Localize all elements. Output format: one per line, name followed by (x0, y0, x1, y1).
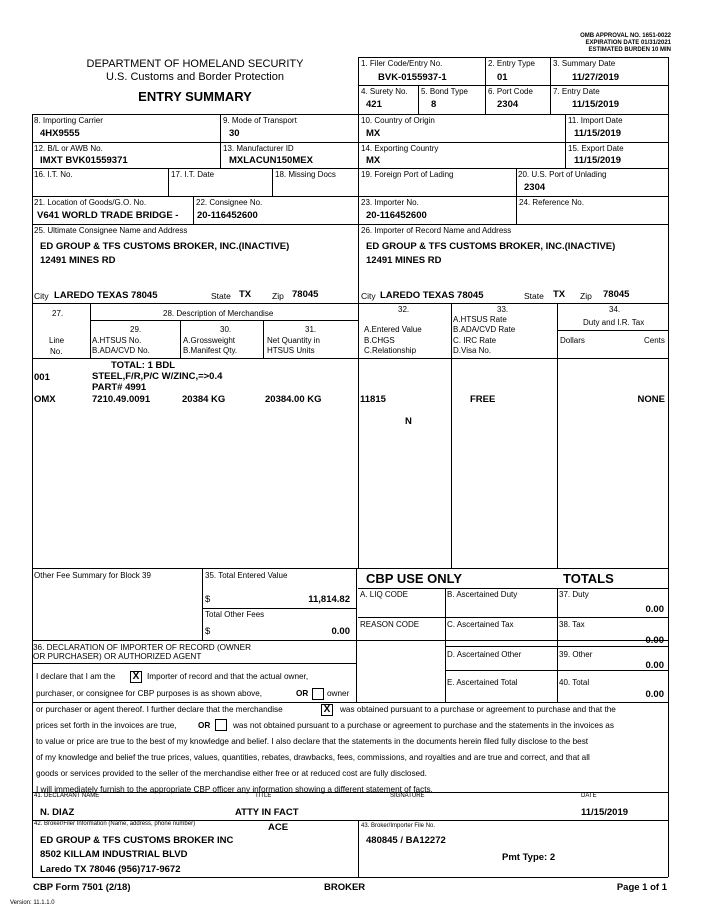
col-33c-irc-rate: C. IRC Rate (453, 336, 497, 345)
item-net-quantity: 20384.00 KG (265, 394, 322, 405)
other-fee-summary-label: Other Fee Summary for Block 39 (34, 571, 151, 580)
col-34-duty-tax: Duty and I.R. Tax (583, 318, 645, 327)
broker-file-no-label: 43. Broker/Importer File No. (361, 823, 436, 829)
importer-of-record-label: 26. Importer of Record Name and Address (361, 226, 512, 235)
consignee-no-label: 22. Consignee No. (196, 198, 263, 207)
col-32-number: 32. (398, 305, 410, 314)
entry-type-label: 2. Entry Type (488, 59, 535, 68)
obtained-purchase-checkbox[interactable]: X (321, 704, 333, 716)
form-title: ENTRY SUMMARY (138, 89, 252, 104)
col-30b-manifest: B.Manifest Qty. (183, 346, 238, 355)
country-of-origin-value: MX (366, 128, 381, 139)
surety-no-value: 421 (366, 99, 382, 110)
importer-zip: 78045 (603, 289, 630, 300)
decl-line-2b: OR (296, 689, 309, 698)
col-33-number: 33. (497, 305, 509, 314)
broker-name: ED GROUP & TFS CUSTOMS BROKER INC (40, 835, 234, 846)
consignee-state: TX (239, 289, 252, 300)
agency-name: U.S. Customs and Border Protection (106, 71, 284, 83)
decl-line-2a: purchaser, or consignee for CBP purposes is as shown above, (36, 689, 263, 698)
manufacturer-id-label: 13. Manufacturer ID (223, 144, 294, 153)
import-date-value: 11/15/2019 (574, 128, 622, 139)
export-date-label: 15. Export Date (568, 144, 624, 153)
importer-of-record-checkbox[interactable]: X (130, 671, 142, 683)
broker-ace-code: ACE (268, 822, 289, 833)
item-htsus-rate: FREE (470, 394, 496, 405)
item-total: TOTAL: 1 BDL (111, 360, 176, 371)
col-31a-net-quantity: Net Quantity in (267, 336, 320, 345)
owner-checkbox[interactable] (312, 688, 324, 700)
col-27-number: 27. (52, 309, 64, 318)
missing-docs-label: 18. Missing Docs (275, 170, 336, 179)
bl-awb-label: 12. B/L or AWB No. (34, 144, 103, 153)
col-29b-adacvd: B.ADA/CVD No. (92, 346, 150, 355)
decl-line-1b: Importer of record and that the actual owner, (147, 672, 309, 681)
importer-of-record-address: 12491 MINES RD (366, 255, 442, 266)
total-entered-value-currency: $ (205, 594, 211, 605)
exporting-country-label: 14. Exporting Country (361, 144, 439, 153)
ascertained-tax-label: C. Ascertained Tax (447, 620, 514, 629)
omb-number: OMB APPROVAL NO. 1651-0022 (580, 33, 671, 39)
filer-code-label: 1. Filer Code/Entry No. (361, 59, 443, 68)
page-number: Page 1 of 1 (616, 882, 667, 893)
declaration-heading-2: OR PURCHASER) OR AUTHORIZED AGENT (33, 652, 202, 661)
decl-line-2c: owner (327, 689, 350, 698)
total-other-label: 39. Other (559, 650, 593, 659)
us-port-label: 20. U.S. Port of Unlading (518, 170, 607, 179)
decl-line-3b: was obtained pursuant to a purchase or agreement to purchase and that the (340, 705, 616, 714)
importer-city-label: City (361, 291, 376, 301)
ultimate-consignee-name: ED GROUP & TFS CUSTOMS BROKER, INC.(INACTIVE) (40, 241, 290, 252)
col-28-description-header: 28. Description of Merchandise (163, 309, 274, 318)
declaration-date: 11/15/2019 (581, 807, 629, 818)
col-29a-htsus: A.HTSUS No. (92, 336, 142, 345)
entry-date-value: 11/15/2019 (572, 99, 620, 110)
surety-no-label: 4. Surety No. (361, 87, 408, 96)
us-port-value: 2304 (524, 182, 546, 193)
import-date-label: 11. Import Date (568, 116, 623, 125)
entry-date-label: 7. Entry Date (553, 87, 600, 96)
omb-approval (580, 33, 671, 54)
copy-type: BROKER (324, 882, 366, 893)
filer-code-value: BVK-0155937-1 (378, 72, 447, 83)
totals-title: TOTALS (563, 571, 614, 586)
total-entered-value-label: 35. Total Entered Value (205, 571, 288, 580)
consignee-zip-label: Zip (272, 291, 284, 301)
col-33d-visa: D.Visa No. (453, 346, 492, 355)
consignee-zip: 78045 (292, 289, 319, 300)
importing-carrier-value: 4HX9555 (40, 128, 80, 139)
item-relationship: N (405, 416, 412, 427)
ascertained-other-label: D. Ascertained Other (447, 650, 522, 659)
broker-info-label: 42. Broker/Filer Information (Name, address, phone number) (34, 821, 196, 827)
col-32c-relationship: C.Relationship (364, 346, 417, 355)
importer-state: TX (553, 289, 566, 300)
ultimate-consignee-label: 25. Ultimate Consignee Name and Address (34, 226, 188, 235)
export-date-value: 11/15/2019 (574, 155, 622, 166)
reference-no-label: 24. Reference No. (519, 198, 584, 207)
col-line-label: Line (49, 336, 65, 345)
col-dollars: Dollars (560, 336, 585, 345)
broker-city-phone: Laredo TX 78046 (956)717-9672 (40, 864, 181, 875)
total-other-fees-label: Total Other Fees (205, 610, 265, 619)
reason-code-label: REASON CODE (360, 620, 420, 629)
broker-address: 8502 KILLAM INDUSTRIAL BLVD (40, 849, 188, 860)
location-of-goods-label: 21. Location of Goods/G.O. No. (34, 198, 147, 207)
declarant-title-label: TITLE (255, 793, 272, 799)
ascertained-total-label: E. Ascertained Total (447, 678, 518, 687)
omb-burden: ESTIMATED BURDEN 10 MIN (588, 47, 671, 53)
item-origin: OMX (34, 394, 56, 405)
col-no-label: No. (50, 347, 63, 356)
declaration-date-label: DATE (581, 793, 597, 799)
it-no-label: 16. I.T. No. (34, 170, 73, 179)
item-entered-value: 11815 (360, 394, 386, 405)
col-cents: Cents (644, 336, 665, 345)
importer-no-label: 23. Importer No. (361, 198, 419, 207)
decl-line-4c: was not obtained pursuant to a purchase or agreement to purchase and the statements in the invoices as (233, 721, 614, 730)
item-htsus-no: 7210.49.0091 (92, 394, 151, 405)
col-31-number: 31. (305, 325, 317, 334)
foreign-port-label: 19. Foreign Port of Lading (361, 170, 454, 179)
manufacturer-id-value: MXLACUN150MEX (229, 155, 313, 166)
mode-of-transport-label: 9. Mode of Transport (223, 116, 297, 125)
version-label: Version: 11.1.1.0 (10, 900, 55, 906)
item-description: STEEL,F/R,P/C W/ZINC,=>0.4 (92, 371, 223, 382)
it-date-label: 17. I.T. Date (171, 170, 215, 179)
decl-line-1a: I declare that I am the (36, 672, 116, 681)
item-line-no: 001 (34, 372, 50, 383)
omb-expiration: EXPIRATION DATE 01/31/2021 (585, 40, 671, 46)
total-duty-value: 0.00 (645, 604, 664, 615)
total-tax-label: 38. Tax (559, 620, 585, 629)
importer-zip-label: Zip (580, 291, 592, 301)
ultimate-consignee-address: 12491 MINES RD (40, 255, 116, 266)
country-of-origin-label: 10. Country of Origin (361, 116, 435, 125)
not-obtained-purchase-checkbox[interactable] (215, 719, 227, 731)
exporting-country-value: MX (366, 155, 381, 166)
total-other-fees-currency: $ (205, 626, 211, 637)
declarant-name: N. DIAZ (40, 807, 75, 818)
payment-type: Pmt Type: 2 (502, 852, 556, 863)
summary-date-label: 3. Summary Date (553, 59, 616, 68)
declarant-title: ATTY IN FACT (235, 807, 299, 818)
total-total-label: 40. Total (559, 678, 590, 687)
cbp-use-only-title: CBP USE ONLY (366, 571, 463, 586)
importer-state-label: State (524, 291, 544, 301)
agency-header (32, 58, 358, 103)
decl-line-4a: prices set forth in the invoices are true, (36, 721, 177, 730)
col-31b-htsus-units: HTSUS Units (267, 346, 315, 355)
department-name: DEPARTMENT OF HOMELAND SECURITY (86, 58, 304, 70)
total-tax-value: 0.00 (645, 635, 664, 646)
declaration-heading-1: 36. DECLARATION OF IMPORTER OF RECORD (OWNER (33, 643, 252, 652)
importing-carrier-label: 8. Importing Carrier (34, 116, 103, 125)
total-duty-label: 37. Duty (559, 590, 589, 599)
total-other-fees-value: 0.00 (331, 626, 350, 637)
bond-type-label: 5. Bond Type (421, 87, 468, 96)
consignee-no-value: 20-116452600 (197, 210, 258, 221)
liq-code-label: A. LIQ CODE (360, 590, 409, 599)
col-29-number: 29. (130, 325, 142, 334)
bond-type-value: 8 (431, 99, 437, 110)
decl-line-6: of my knowledge and belief the true prices, values, quantities, rebates, drawbacks, fees, commissions, and royalties and are true and correct, and that all (36, 753, 590, 762)
item-duty: NONE (637, 394, 665, 405)
decl-line-4b: OR (198, 721, 211, 730)
item-gross-weight: 20384 KG (182, 394, 226, 405)
port-code-label: 6. Port Code (488, 87, 533, 96)
col-34-number: 34. (609, 305, 621, 314)
mode-of-transport-value: 30 (229, 128, 240, 139)
importer-of-record-name: ED GROUP & TFS CUSTOMS BROKER, INC.(INACTIVE) (366, 241, 616, 252)
total-other-value: 0.00 (645, 660, 664, 671)
total-entered-value: 11,814.82 (308, 594, 350, 605)
decl-line-3a: or purchaser or agent thereof. I further declare that the merchandise (36, 705, 283, 714)
decl-line-5: to value or price are true to the best of my knowledge and belief. I also declare that the statements in the documents herein filed fully disclose to the best (36, 737, 589, 746)
port-code-value: 2304 (497, 99, 519, 110)
importer-no-value: 20-116452600 (366, 210, 427, 221)
summary-date-value: 11/27/2019 (572, 72, 620, 83)
entry-type-value: 01 (497, 72, 508, 83)
decl-line-7: goods or services provided to the seller of the merchandise either free or at reduced cost are fully disclosed. (36, 769, 427, 778)
bl-awb-value: IMXT BVK01559371 (40, 155, 128, 166)
decl-line-8: I will immediately furnish to the appropriate CBP officer any information showing a different statement of facts. (36, 785, 433, 794)
broker-file-no: 480845 / BA12272 (366, 835, 446, 846)
signature-label: SIGNATURE (390, 793, 425, 799)
location-of-goods-value: V641 WORLD TRADE BRIDGE - (37, 210, 179, 221)
col-30-number: 30. (220, 325, 232, 334)
form-number: CBP Form 7501 (2/18) (33, 882, 131, 893)
declarant-name-label: 41. DECLARANT NAME (34, 793, 100, 799)
item-part-no: PART# 4991 (92, 382, 147, 393)
consignee-city-label: City (34, 291, 49, 301)
col-32b-chgs: B.CHGS (364, 336, 395, 345)
col-32a-entered-value: A.Entered Value (364, 325, 422, 334)
consignee-state-label: State (211, 291, 231, 301)
col-33a-htsus-rate: A.HTSUS Rate (453, 315, 507, 324)
col-30a-grossweight: A.Grossweight (183, 336, 236, 345)
col-33b-adacvd-rate: B.ADA/CVD Rate (453, 325, 516, 334)
total-total-value: 0.00 (645, 689, 664, 700)
consignee-city: LAREDO TEXAS 78045 (54, 290, 158, 301)
ascertained-duty-label: B. Ascertained Duty (447, 590, 518, 599)
importer-city: LAREDO TEXAS 78045 (380, 290, 484, 301)
